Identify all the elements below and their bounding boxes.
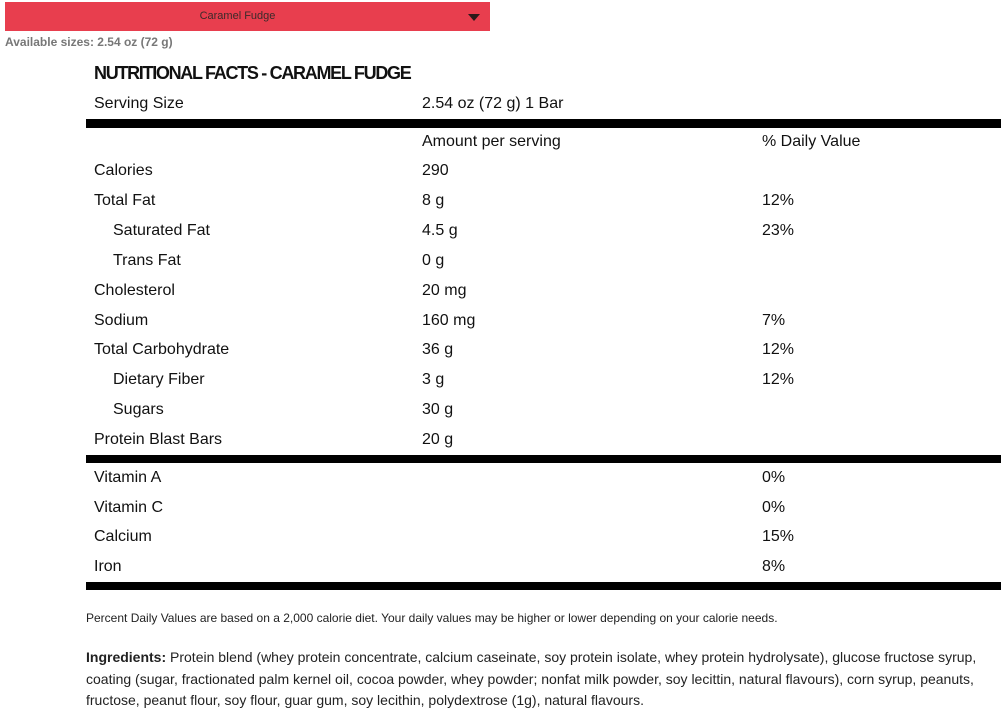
vitamin-dv: 8% — [762, 558, 786, 575]
nutrient-dv: 12% — [762, 371, 795, 388]
vitamin-name: Iron — [94, 558, 122, 575]
vitamin-name: Vitamin A — [94, 469, 162, 486]
nutrient-name: Protein Blast Bars — [94, 431, 223, 448]
nutrient-amount: 20 mg — [422, 282, 467, 299]
divider-thick — [86, 455, 1001, 463]
nutrient-amount: 290 — [422, 162, 449, 179]
amount-header: Amount per serving — [422, 133, 561, 150]
nutrient-name: Calories — [94, 162, 153, 179]
nutrient-dv: 23% — [762, 222, 795, 239]
nutrient-amount: 3 g — [422, 371, 445, 388]
nutrient-amount: 8 g — [422, 192, 445, 209]
ingredients-label: Ingredients: — [86, 649, 167, 665]
serving-size-value: 2.54 oz (72 g) 1 Bar — [422, 95, 564, 112]
nutrient-amount: 160 mg — [422, 312, 476, 329]
nutrient-name: Sugars — [113, 401, 164, 418]
nutrient-dv: 12% — [762, 341, 795, 358]
vitamin-dv: 0% — [762, 499, 786, 516]
serving-size-label: Serving Size — [94, 95, 184, 112]
flavor-select-value: Caramel Fudge — [199, 10, 276, 22]
nutrient-amount: 30 g — [422, 401, 454, 418]
divider-thick — [86, 119, 1001, 128]
nutrient-name: Total Carbohydrate — [94, 341, 230, 358]
daily-value-header: % Daily Value — [762, 133, 861, 150]
vitamin-name: Calcium — [94, 528, 152, 545]
available-sizes: Available sizes: 2.54 oz (72 g) — [5, 35, 173, 49]
nutrient-name: Cholesterol — [94, 282, 175, 299]
daily-value-footnote: Percent Daily Values are based on a 2,000 calorie diet. Your daily values may be higher or lower depending on your calorie needs. — [86, 611, 778, 625]
chevron-down-icon[interactable] — [468, 14, 480, 21]
divider-thick — [86, 582, 1001, 590]
nutrient-name: Dietary Fiber — [113, 371, 205, 388]
vitamin-dv: 15% — [762, 528, 795, 545]
nutrition-facts-title: NUTRITIONAL FACTS - CARAMEL FUDGE — [94, 63, 411, 83]
nutrient-name: Total Fat — [94, 192, 156, 209]
nutrient-dv: 7% — [762, 312, 786, 329]
vitamin-name: Vitamin C — [94, 499, 164, 516]
nutrient-name: Saturated Fat — [113, 222, 210, 239]
vitamin-dv: 0% — [762, 469, 786, 486]
nutrient-amount: 20 g — [422, 431, 454, 448]
flavor-select[interactable] — [5, 2, 490, 31]
nutrient-amount: 4.5 g — [422, 222, 458, 239]
ingredients — [86, 647, 998, 712]
nutrient-dv: 12% — [762, 192, 795, 209]
ingredients-text: Protein blend (whey protein concentrate, calcium caseinate, soy protein isolate, whey protein hydrolysate), glucose fructose syrup, coating (sugar, fractionated palm kernel oil, cocoa powder, whey powder; nonfat milk powder, soy lecittin, natural flavours), corn syrup, peanuts, fructose, peanut flour, soy flour, guar gum, soy lecithin, polydextrose (1g), natural flavours. — [86, 649, 977, 708]
nutrient-name: Sodium — [94, 312, 149, 329]
nutrient-name: Trans Fat — [113, 252, 181, 269]
nutrient-amount: 36 g — [422, 341, 454, 358]
nutrient-amount: 0 g — [422, 252, 445, 269]
